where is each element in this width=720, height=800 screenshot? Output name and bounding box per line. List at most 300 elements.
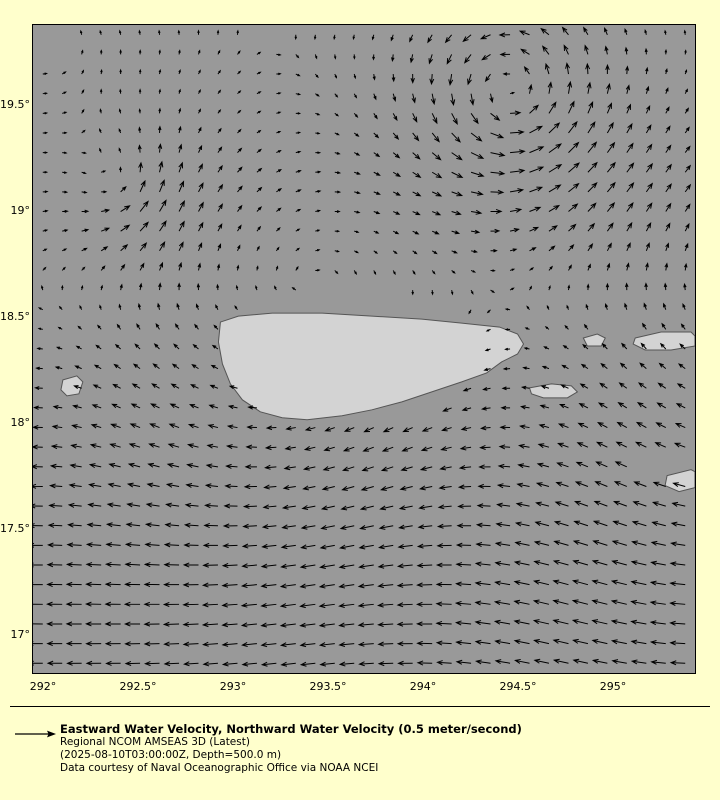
velocity-arrow	[265, 465, 276, 469]
velocity-arrow	[320, 565, 334, 569]
velocity-arrow	[257, 188, 261, 192]
velocity-arrow	[632, 581, 647, 585]
velocity-vector-field	[33, 25, 695, 673]
velocity-arrow	[120, 50, 122, 54]
velocity-arrow	[198, 264, 201, 271]
velocity-arrow	[43, 249, 47, 251]
velocity-arrow	[421, 466, 432, 470]
velocity-arrow	[262, 643, 277, 647]
velocity-arrow	[548, 83, 552, 94]
velocity-arrow	[362, 486, 374, 490]
velocity-arrow	[549, 185, 560, 192]
velocity-arrow	[581, 384, 588, 388]
velocity-arrow	[530, 105, 539, 113]
velocity-arrow	[179, 182, 183, 192]
velocity-arrow	[549, 123, 559, 133]
velocity-arrow	[54, 406, 62, 409]
velocity-arrow	[212, 365, 218, 368]
velocity-arrow	[471, 133, 481, 141]
velocity-arrow	[588, 244, 592, 251]
velocity-arrow	[599, 403, 607, 408]
velocity-arrow	[392, 54, 395, 60]
velocity-arrow	[479, 484, 491, 488]
velocity-arrow	[43, 93, 47, 95]
velocity-arrow	[685, 51, 687, 55]
velocity-arrow	[177, 304, 179, 310]
velocity-arrow	[281, 604, 296, 608]
velocity-arrow	[67, 602, 82, 606]
velocity-arrow	[574, 659, 588, 663]
velocity-arrow	[281, 623, 296, 627]
velocity-arrow	[139, 128, 141, 133]
velocity-arrow	[296, 54, 299, 57]
velocity-arrow	[165, 662, 179, 666]
velocity-arrow	[33, 641, 43, 645]
velocity-arrow	[646, 263, 649, 270]
velocity-arrow	[432, 113, 437, 123]
velocity-arrow	[135, 344, 140, 349]
velocity-arrow	[342, 506, 355, 510]
velocity-arrow	[47, 622, 62, 626]
velocity-arrow	[106, 661, 120, 665]
velocity-arrow	[393, 270, 395, 273]
velocity-arrow	[95, 365, 101, 368]
velocity-arrow	[632, 640, 647, 644]
velocity-arrow	[613, 660, 627, 664]
velocity-arrow	[100, 90, 102, 94]
velocity-arrow	[491, 171, 505, 175]
velocity-arrow	[243, 662, 257, 666]
velocity-arrow	[179, 90, 181, 94]
velocity-arrow	[481, 426, 490, 430]
velocity-arrow	[339, 623, 354, 627]
velocity-arrow	[315, 152, 319, 154]
velocity-arrow	[587, 285, 589, 290]
velocity-arrow	[469, 310, 471, 313]
velocity-arrow	[456, 601, 471, 605]
velocity-arrow	[184, 563, 198, 567]
velocity-arrow	[478, 504, 491, 508]
velocity-arrow	[510, 189, 523, 193]
velocity-arrow	[452, 133, 460, 142]
velocity-arrow	[67, 582, 82, 586]
velocity-arrow	[461, 446, 471, 450]
velocity-arrow	[682, 324, 686, 329]
velocity-arrow	[138, 146, 141, 153]
velocity-arrow	[413, 251, 417, 254]
velocity-arrow	[457, 641, 472, 645]
velocity-arrow	[568, 82, 572, 94]
velocity-arrow	[204, 662, 218, 666]
velocity-arrow	[159, 51, 161, 55]
velocity-arrow	[510, 169, 524, 173]
velocity-arrow	[43, 112, 47, 114]
velocity-arrow	[315, 74, 318, 77]
velocity-arrow	[627, 223, 632, 231]
velocity-arrow	[637, 422, 646, 427]
velocity-arrow	[237, 167, 241, 172]
velocity-arrow	[449, 74, 453, 85]
velocity-arrow	[43, 171, 47, 173]
velocity-arrow	[218, 147, 222, 152]
velocity-arrow	[437, 661, 451, 665]
velocity-arrow	[237, 130, 240, 133]
velocity-arrow	[491, 152, 505, 156]
velocity-arrow	[184, 662, 198, 666]
velocity-arrow	[285, 466, 296, 470]
velocity-arrow	[626, 264, 629, 271]
velocity-arrow	[516, 522, 529, 526]
velocity-arrow	[335, 74, 337, 78]
velocity-arrow	[432, 290, 434, 294]
velocity-arrow	[257, 72, 260, 74]
velocity-arrow	[632, 561, 646, 565]
velocity-arrow	[218, 166, 222, 172]
velocity-arrow	[403, 428, 412, 432]
velocity-arrow	[432, 133, 439, 142]
velocity-arrow	[678, 384, 685, 388]
velocity-arrow	[128, 483, 140, 487]
velocity-arrow	[534, 600, 549, 604]
velocity-arrow	[526, 328, 530, 330]
velocity-arrow	[613, 541, 627, 546]
velocity-arrow	[632, 541, 646, 545]
velocity-arrow	[534, 620, 549, 624]
velocity-arrow	[342, 486, 354, 490]
velocity-arrow	[651, 581, 666, 585]
velocity-arrow	[283, 525, 296, 529]
velocity-arrow	[535, 541, 549, 545]
velocity-arrow	[685, 166, 690, 173]
velocity-arrow	[521, 49, 529, 54]
velocity-arrow	[585, 325, 588, 329]
velocity-arrow	[530, 126, 542, 133]
velocity-arrow	[656, 443, 666, 447]
velocity-arrow	[418, 563, 432, 567]
velocity-arrow	[573, 639, 588, 643]
velocity-arrow	[653, 522, 666, 526]
velocity-arrow	[518, 483, 530, 487]
velocity-arrow	[515, 561, 529, 565]
velocity-arrow	[218, 51, 220, 55]
velocity-arrow	[495, 620, 510, 624]
velocity-arrow	[491, 290, 494, 292]
velocity-arrow	[198, 51, 200, 55]
velocity-arrow	[145, 602, 160, 606]
velocity-arrow	[354, 54, 356, 58]
velocity-arrow	[121, 245, 128, 251]
velocity-arrow	[574, 541, 588, 546]
velocity-arrow	[150, 424, 159, 428]
velocity-arrow	[237, 71, 240, 74]
velocity-arrow	[452, 172, 463, 177]
velocity-arrow	[335, 230, 339, 232]
velocity-arrow	[78, 326, 81, 329]
velocity-arrow	[43, 152, 47, 154]
velocity-arrow	[685, 89, 687, 93]
velocity-arrow	[491, 229, 499, 232]
velocity-arrow	[217, 265, 219, 271]
velocity-arrow	[549, 144, 561, 153]
velocity-arrow	[82, 110, 84, 113]
velocity-arrow	[60, 307, 63, 310]
velocity-arrow	[588, 183, 597, 192]
velocity-arrow	[411, 74, 414, 82]
velocity-arrow	[197, 284, 199, 290]
velocity-arrow	[422, 447, 432, 451]
velocity-arrow	[216, 305, 218, 309]
velocity-arrow	[665, 50, 667, 54]
velocity-arrow	[519, 444, 529, 448]
velocity-arrow	[82, 172, 86, 173]
velocity-arrow	[504, 368, 510, 370]
velocity-arrow	[545, 64, 549, 74]
velocity-arrow	[286, 446, 296, 450]
velocity-arrow	[410, 35, 413, 42]
velocity-arrow	[62, 72, 65, 74]
velocity-arrow	[471, 191, 482, 195]
velocity-arrow	[334, 35, 336, 39]
velocity-arrow	[568, 122, 576, 133]
velocity-arrow	[324, 467, 335, 471]
velocity-arrow	[374, 251, 377, 253]
velocity-arrow	[145, 662, 159, 666]
velocity-arrow	[593, 580, 608, 585]
velocity-arrow	[588, 203, 596, 211]
velocity-arrow	[413, 153, 420, 159]
velocity-arrow	[107, 523, 120, 527]
velocity-arrow	[562, 365, 568, 368]
velocity-arrow	[664, 284, 667, 290]
velocity-arrow	[322, 506, 335, 510]
velocity-arrow	[237, 206, 241, 212]
velocity-arrow	[666, 146, 671, 153]
velocity-arrow	[146, 543, 160, 547]
velocity-arrow	[631, 600, 646, 604]
velocity-arrow	[67, 661, 81, 665]
velocity-arrow	[432, 231, 438, 234]
velocity-arrow	[360, 662, 374, 666]
velocity-arrow	[119, 109, 121, 113]
velocity-arrow	[139, 90, 141, 94]
velocity-arrow	[101, 247, 107, 251]
velocity-arrow	[121, 187, 126, 192]
velocity-arrow	[679, 364, 685, 369]
velocity-arrow	[223, 583, 238, 587]
velocity-arrow	[372, 35, 374, 39]
velocity-arrow	[145, 642, 160, 646]
velocity-arrow	[257, 52, 260, 54]
velocity-arrow	[398, 661, 412, 665]
velocity-arrow	[457, 543, 471, 547]
velocity-arrow	[549, 102, 556, 113]
velocity-arrow	[381, 506, 394, 510]
velocity-arrow	[496, 542, 510, 546]
velocity-arrow	[568, 102, 573, 114]
velocity-arrow	[645, 30, 647, 34]
velocity-arrow	[281, 584, 296, 588]
velocity-arrow	[506, 309, 510, 311]
velocity-arrow	[320, 643, 335, 647]
velocity-arrow	[256, 286, 257, 290]
velocity-arrow	[340, 662, 354, 666]
velocity-arrow	[677, 404, 685, 408]
velocity-arrow	[672, 522, 685, 526]
velocity-arrow	[194, 345, 199, 349]
velocity-arrow	[145, 582, 160, 586]
velocity-arrow	[627, 144, 633, 153]
velocity-arrow	[276, 151, 280, 153]
velocity-arrow	[685, 70, 686, 74]
velocity-arrow	[582, 364, 588, 368]
x-tick-label: 294.5°	[499, 680, 537, 693]
velocity-arrow	[491, 250, 497, 252]
velocity-arrow	[491, 209, 502, 213]
velocity-arrow	[471, 153, 483, 159]
land-vieques	[530, 384, 578, 398]
velocity-arrow	[301, 584, 316, 588]
velocity-arrow	[139, 31, 141, 35]
velocity-arrow	[503, 387, 510, 390]
velocity-arrow	[199, 70, 201, 74]
velocity-arrow	[510, 208, 521, 212]
land-puerto-rico	[218, 313, 523, 420]
velocity-arrow	[127, 523, 140, 527]
velocity-arrow	[276, 267, 278, 271]
velocity-arrow	[400, 506, 413, 510]
velocity-arrow	[48, 543, 62, 547]
velocity-arrow	[636, 442, 646, 447]
velocity-arrow	[226, 464, 237, 468]
velocity-arrow	[452, 192, 462, 196]
velocity-arrow	[106, 622, 121, 626]
velocity-arrow	[304, 466, 315, 470]
map-canvas[interactable]	[32, 24, 696, 674]
velocity-arrow	[605, 47, 608, 55]
velocity-arrow	[301, 564, 315, 568]
velocity-arrow	[605, 304, 607, 309]
velocity-arrow	[471, 172, 483, 176]
velocity-arrow	[374, 192, 380, 194]
velocity-arrow	[71, 464, 82, 468]
velocity-arrow	[546, 327, 549, 329]
velocity-arrow	[612, 600, 627, 604]
velocity-arrow	[173, 364, 179, 368]
velocity-arrow	[557, 463, 568, 467]
velocity-arrow	[497, 503, 510, 507]
velocity-arrow	[296, 190, 301, 192]
velocity-arrow	[199, 90, 201, 93]
velocity-arrow	[607, 163, 615, 172]
velocity-arrow	[243, 544, 257, 548]
velocity-arrow	[534, 580, 549, 584]
velocity-arrow	[75, 366, 81, 369]
velocity-arrow	[38, 348, 43, 350]
velocity-arrow	[87, 642, 102, 646]
velocity-arrow	[558, 443, 568, 447]
velocity-arrow	[646, 203, 651, 211]
velocity-arrow	[179, 263, 182, 270]
velocity-arrow	[685, 204, 690, 211]
velocity-arrow	[262, 603, 277, 607]
velocity-arrow	[191, 385, 198, 389]
velocity-arrow	[283, 505, 296, 509]
velocity-arrow	[315, 230, 319, 232]
velocity-arrow	[185, 543, 199, 547]
velocity-arrow	[496, 640, 511, 644]
velocity-arrow	[53, 425, 62, 429]
velocity-arrow	[477, 543, 491, 547]
velocity-arrow	[62, 210, 67, 212]
velocity-arrow	[412, 94, 415, 103]
velocity-arrow	[638, 403, 646, 408]
velocity-arrow	[520, 31, 529, 35]
velocity-arrow	[432, 212, 440, 215]
velocity-arrow	[257, 131, 260, 133]
velocity-arrow	[129, 463, 140, 467]
velocity-arrow	[588, 142, 596, 152]
velocity-arrow	[93, 405, 101, 408]
x-tick-label: 293.5°	[309, 680, 347, 693]
velocity-arrow	[237, 51, 239, 54]
velocity-arrow	[172, 384, 179, 388]
velocity-arrow	[354, 231, 358, 233]
velocity-arrow	[224, 524, 237, 528]
velocity-arrow	[303, 486, 315, 490]
velocity-arrow	[321, 662, 335, 666]
velocity-arrow	[605, 28, 608, 34]
velocity-arrow	[439, 505, 452, 509]
velocity-arrow	[360, 545, 374, 549]
velocity-arrow	[315, 94, 318, 96]
velocity-arrow	[684, 31, 686, 35]
velocity-arrow	[588, 265, 590, 271]
velocity-arrow	[374, 153, 379, 157]
velocity-arrow	[662, 324, 666, 330]
velocity-arrow	[185, 523, 198, 527]
velocity-arrow	[432, 251, 436, 254]
velocity-arrow	[43, 268, 46, 271]
velocity-arrow	[207, 464, 218, 468]
velocity-arrow	[106, 562, 120, 566]
velocity-arrow	[530, 248, 536, 251]
velocity-arrow	[645, 49, 647, 54]
velocity-arrow	[543, 46, 549, 54]
velocity-arrow	[217, 31, 219, 35]
velocity-arrow	[110, 463, 121, 467]
velocity-arrow	[339, 604, 354, 608]
velocity-arrow	[452, 211, 461, 215]
velocity-arrow	[33, 445, 43, 449]
velocity-arrow	[510, 111, 520, 115]
velocity-arrow	[491, 133, 503, 138]
velocity-arrow	[320, 584, 335, 588]
velocity-arrow	[242, 623, 257, 627]
velocity-arrow	[560, 405, 568, 408]
velocity-arrow	[159, 127, 161, 133]
velocity-arrow	[530, 287, 532, 290]
velocity-arrow	[263, 525, 276, 529]
velocity-arrow	[417, 602, 432, 606]
velocity-arrow	[359, 642, 374, 646]
velocity-arrow	[646, 223, 650, 231]
velocity-arrow	[204, 563, 218, 567]
velocity-arrow	[244, 504, 257, 508]
velocity-arrow	[510, 150, 524, 154]
velocity-arrow	[119, 305, 121, 310]
velocity-arrow	[296, 151, 300, 153]
velocity-arrow	[33, 583, 43, 587]
